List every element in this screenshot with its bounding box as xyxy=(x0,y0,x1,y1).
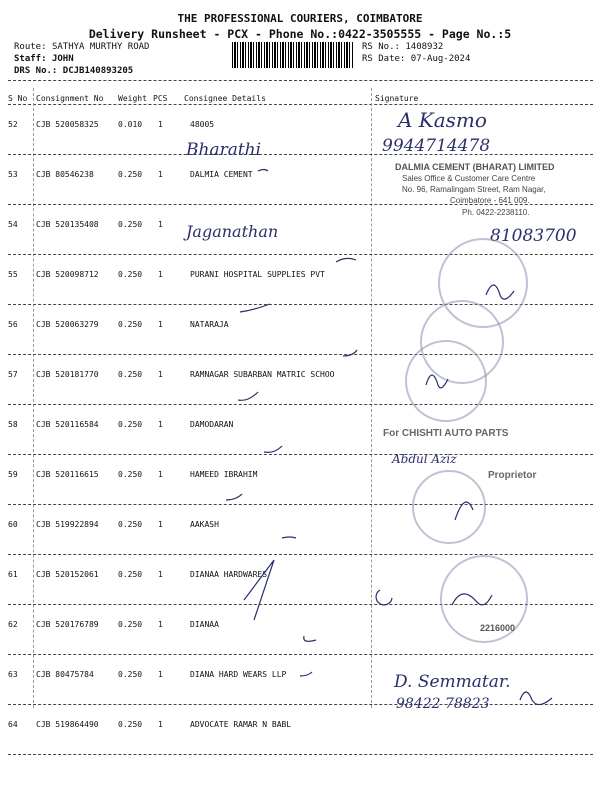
row-consignee: 48005 xyxy=(190,120,215,129)
row-consignee: HAMEED IBRAHIM xyxy=(190,470,258,479)
row-pcs: 1 xyxy=(158,670,163,679)
stamp-dalmia-line1: Sales Office & Customer Care Centre xyxy=(402,174,536,183)
sign-scribble xyxy=(455,502,473,520)
row-pcs: 1 xyxy=(158,720,163,729)
rs-no-label: RS No.: xyxy=(362,42,400,52)
row-sno: 58 xyxy=(8,420,18,429)
row-sno: 63 xyxy=(8,670,18,679)
row-pcs: 1 xyxy=(158,470,163,479)
row-consignee: DAMODARAN xyxy=(190,420,234,429)
row-pcs: 1 xyxy=(158,370,163,379)
signature-64-phone: 98422 78823 xyxy=(396,696,490,712)
tick-scribble xyxy=(226,494,242,500)
row-consignee: RAMNAGAR SUBARBAN MATRIC SCHOO xyxy=(190,370,335,379)
row-sno: 62 xyxy=(8,620,18,629)
sign-scribble xyxy=(486,285,514,299)
signature-55-phone: 81083700 xyxy=(490,226,577,246)
signature-59-inline: Abdul Aziz xyxy=(392,452,457,466)
row-weight: 0.250 xyxy=(118,370,143,379)
row-pcs: 1 xyxy=(158,120,163,129)
signature-52-phone: 9944714478 xyxy=(382,136,491,156)
row-consignment: CJB 80546238 xyxy=(36,170,94,179)
row-weight: 0.250 xyxy=(118,270,143,279)
row-pcs: 1 xyxy=(158,320,163,329)
tick-scribble xyxy=(238,392,258,400)
stamp-for-auto: For CHISHTI AUTO PARTS xyxy=(383,428,509,439)
stamp-proprietor: Proprietor xyxy=(488,470,537,481)
stamp-dalmia-company: DALMIA CEMENT (BHARAT) LIMITED xyxy=(395,162,555,172)
row-pcs: 1 xyxy=(158,570,163,579)
row-sno: 64 xyxy=(8,720,18,729)
row-weight: 0.250 xyxy=(118,320,143,329)
row-consignment: CJB 520058325 xyxy=(36,120,99,129)
row-weight: 0.250 xyxy=(118,170,143,179)
row-consignment: CJB 520181770 xyxy=(36,370,99,379)
sign-scribble xyxy=(452,594,492,605)
stamp-dalmia-line4: Ph. 0422-2238110. xyxy=(462,208,530,217)
row-sno: 55 xyxy=(8,270,18,279)
row-consignee: PURANI HOSPITAL SUPPLIES PVT xyxy=(190,270,325,279)
route-label: Route: xyxy=(14,42,47,52)
row-consignment: CJB 520116584 xyxy=(36,420,99,429)
row-consignee: ADVOCATE RAMAR N BABL xyxy=(190,720,292,729)
row-sno: 59 xyxy=(8,470,18,479)
row-weight: 0.010 xyxy=(118,120,143,129)
column-consignee: Consignee Details xyxy=(184,94,266,103)
stamp-diana-phone: 2216000 xyxy=(480,623,516,633)
rs-date-value: 07-Aug-2024 xyxy=(410,54,471,64)
row-consignee: DALMIA CEMENT xyxy=(190,170,253,179)
signature-64-name: D. Semmatar. xyxy=(394,672,511,692)
row-sno: 60 xyxy=(8,520,18,529)
staff-label: Staff: xyxy=(14,54,47,64)
row-consignment: CJB 80475784 xyxy=(36,670,94,679)
row-consignee: NATARAJA xyxy=(190,320,229,329)
row-consignee: DIANA HARD WEARS LLP xyxy=(190,670,287,679)
row-consignee: DIANAA HARDWARES xyxy=(190,570,268,579)
drs-value: DCJB140893205 xyxy=(62,66,134,76)
tick-scribble xyxy=(343,350,357,356)
row-consignment: CJB 520063279 xyxy=(36,320,99,329)
row-consignment: CJB 520152061 xyxy=(36,570,99,579)
signature-52-name: A Kasmo xyxy=(398,108,487,132)
column-consignment: Consignment No xyxy=(36,94,104,103)
row-pcs: 1 xyxy=(158,620,163,629)
row-sno: 57 xyxy=(8,370,18,379)
row-pcs: 1 xyxy=(158,270,163,279)
staff-value: JOHN xyxy=(51,54,74,64)
sign-scribble xyxy=(520,692,552,705)
row-weight: 0.250 xyxy=(118,670,143,679)
signature-54-inline: Jaganathan xyxy=(186,222,279,241)
row-consignment: CJB 519864490 xyxy=(36,720,99,729)
column-weight: Weight xyxy=(118,94,147,103)
row-weight: 0.250 xyxy=(118,520,143,529)
row-weight: 0.250 xyxy=(118,220,143,229)
tick-scribble xyxy=(282,537,296,538)
column-pcs: PCS xyxy=(153,94,168,103)
row-pcs: 1 xyxy=(158,420,163,429)
tick-scribble xyxy=(240,304,270,312)
row-sno: 56 xyxy=(8,320,18,329)
tick-scribble xyxy=(258,170,268,172)
row-consignment: CJB 519922894 xyxy=(36,520,99,529)
drs-label: DRS No.: xyxy=(14,66,58,76)
sign-scribble xyxy=(244,560,274,620)
row-pcs: 1 xyxy=(158,170,163,179)
tick-scribble xyxy=(264,446,282,452)
row-consignment: CJB 520098712 xyxy=(36,270,99,279)
row-pcs: 1 xyxy=(158,220,163,229)
row-sno: 53 xyxy=(8,170,18,179)
signature-53-inline: Bharathi xyxy=(186,140,262,160)
tick-scribble xyxy=(300,672,312,676)
row-sno: 61 xyxy=(8,570,18,579)
row-sno: 52 xyxy=(8,120,18,129)
row-weight: 0.250 xyxy=(118,470,143,479)
sign-scribble xyxy=(376,590,392,605)
route-value: SATHYA MURTHY ROAD xyxy=(51,42,150,52)
rs-date-label: RS Date: xyxy=(362,54,406,64)
tick-scribble xyxy=(304,636,316,641)
row-consignment: CJB 520176789 xyxy=(36,620,99,629)
column-sno: S No xyxy=(8,94,28,103)
rs-no-value: 1408932 xyxy=(405,42,444,52)
row-consignee: DIANAA xyxy=(190,620,219,629)
row-consignee: AAKASH xyxy=(190,520,219,529)
row-consignment: CJB 520135408 xyxy=(36,220,99,229)
column-signature: Signature xyxy=(375,94,419,103)
sign-scribble xyxy=(426,375,448,388)
row-weight: 0.250 xyxy=(118,720,143,729)
tick-scribble xyxy=(336,258,356,262)
row-weight: 0.250 xyxy=(118,570,143,579)
row-weight: 0.250 xyxy=(118,620,143,629)
row-weight: 0.250 xyxy=(118,420,143,429)
stamp-dalmia-line3: Coimbatore - 641 009. xyxy=(450,196,530,205)
row-sno: 54 xyxy=(8,220,18,229)
company-name: THE PROFESSIONAL COURIERS, COIMBATORE xyxy=(177,12,423,25)
runsheet-title: Delivery Runsheet - PCX - Phone No.:0422-3505555 - Page No.:5 xyxy=(88,27,512,41)
row-pcs: 1 xyxy=(158,520,163,529)
stamp-dalmia-line2: No. 96, Ramalingam Street, Ram Nagar, xyxy=(402,185,546,194)
row-consignment: CJB 520116615 xyxy=(36,470,99,479)
